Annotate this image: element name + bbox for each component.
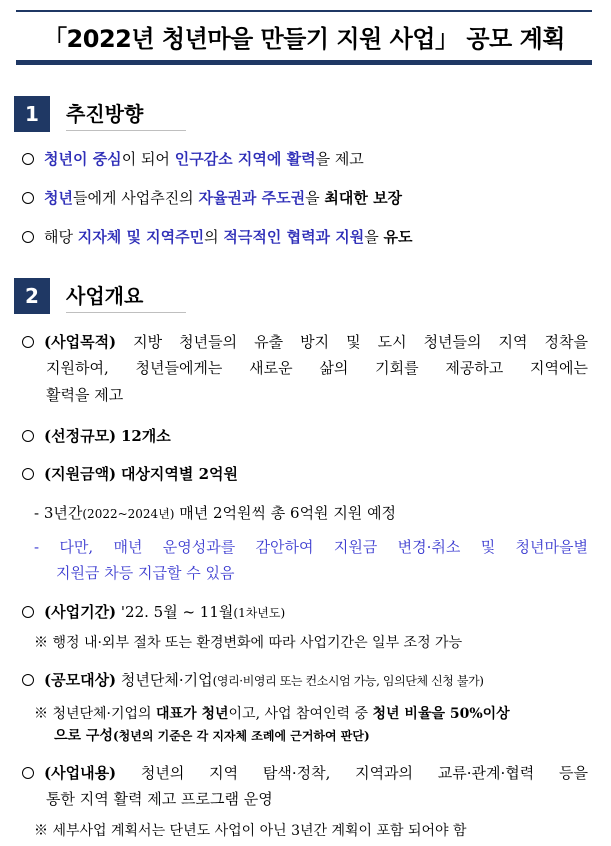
- circle-bullet-icon: [22, 606, 34, 618]
- section-1-header: [14, 96, 186, 132]
- section-2-header: [14, 278, 186, 314]
- target-note-line-2: 으로 구성(청년의 기준은 각 지자체 조례에 근거하여 판단): [54, 728, 370, 744]
- section-1-number: 1: [14, 96, 50, 132]
- direction-item-2: 청년들에게 사업추진의 자율권과 주도권을 최대한 보장: [22, 187, 402, 209]
- section-2-number: 2: [14, 278, 50, 314]
- direction-item-3: 해당 지자체 및 지역주민의 적극적인 협력과 지원을 유도: [22, 226, 413, 248]
- circle-bullet-icon: [22, 767, 34, 779]
- purpose-line-2: 지원하여, 청년들에게는 새로운 삶의 기회를 제공하고 지역에는: [46, 359, 588, 377]
- amount-detail-1: - 3년간(2022~2024년) 매년 2억원씩 총 6억원 지원 예정: [34, 504, 397, 522]
- period-item: (사업기간) '22. 5월 ~ 11월(1차년도): [22, 601, 285, 624]
- direction-item-1: 청년이 중심이 되어 인구감소 지역에 활력을 제고: [22, 148, 364, 170]
- scale-item: (선정규모) 12개소: [22, 425, 171, 447]
- amount-item: (지원금액) 대상지역별 2억원: [22, 463, 238, 485]
- title-box: [16, 10, 592, 65]
- purpose-line-1: (사업목적) 지방 청년들의 유출 방지 및 도시 청년들의 지역 정착을: [22, 331, 588, 353]
- content-note: ※ 세부사업 계획서는 단년도 사업이 아닌 3년간 계획이 포함 되어야 함: [34, 823, 467, 839]
- circle-bullet-icon: [22, 468, 34, 480]
- content-line-2: 통한 지역 활력 제고 프로그램 운영: [46, 790, 273, 808]
- document-title: 「2022년 청년마을 만들기 지원 사업」 공모 계획: [43, 24, 565, 53]
- content-line-1: (사업내용) 청년의 지역 탐색·정착, 지역과의 교류·관계·협력 등을: [22, 762, 588, 784]
- circle-bullet-icon: [22, 430, 34, 442]
- amount-detail-2-line-1: - 다만, 매년 운영성과를 감안하여 지원금 변경·취소 및 청년마을별: [34, 538, 588, 556]
- circle-bullet-icon: [22, 336, 34, 348]
- circle-bullet-icon: [22, 192, 34, 204]
- circle-bullet-icon: [22, 674, 34, 686]
- circle-bullet-icon: [22, 231, 34, 243]
- target-item: (공모대상) 청년단체·기업(영리·비영리 또는 컨소시엄 가능, 임의단체 신청 불가): [22, 669, 484, 692]
- purpose-line-3: 활력을 제고: [46, 386, 124, 404]
- section-2-title: 사업개요: [66, 280, 186, 313]
- amount-detail-2-line-2: 지원금 차등 지급할 수 있음: [56, 564, 235, 582]
- circle-bullet-icon: [22, 153, 34, 165]
- period-note: ※ 행정 내·외부 절차 또는 환경변화에 따라 사업기간은 일부 조정 가능: [34, 635, 463, 651]
- target-note-line-1: ※ 청년단체·기업의 대표가 청년이고, 사업 참여인력 중 청년 비율을 50%이상: [34, 706, 510, 722]
- section-1-title: 추진방향: [66, 98, 186, 131]
